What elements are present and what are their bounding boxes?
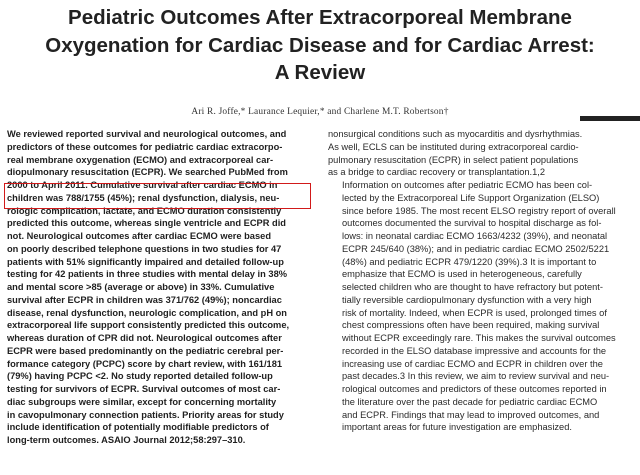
body-line: lected by the Extracorporeal Life Support Organization (ELSO) [342,192,600,203]
body-line: important areas for future investigation are emphasized. [342,422,572,433]
abstract-line: diac subgroups were similar, except for concerning mortality [7,396,277,407]
paragraph [328,179,628,434]
body-line: emphasize that ECMO is used in heterogeneous, carefully [342,269,582,280]
body-line: risk of mortality. Indeed, when ECPR is used, prolonged times of [342,307,607,318]
body-line: pulmonary resuscitation (ECPR) in select patient populations [328,154,579,165]
abstract-line: include identification of potentially modifiable predictors of [7,422,269,433]
body-line: nonsurgical conditions such as myocarditis and dysrhythmias. [328,129,583,139]
abstract-line: whereas duration of CPR did not. Neurological outcomes after [7,333,282,343]
abstract-line: and mental score >85 (average or above) in 33%. Cumulative [7,282,275,292]
abstract-line: ECPR were based predominantly on the pediatric cerebral per- [7,345,284,356]
title-line: A Review [274,61,366,84]
abstract-line: (79%) having PCPC <2. No study reported detailed follow-up [7,371,273,382]
abstract-line: not. Neurological outcomes after cardiac ECMO were based [7,231,271,241]
abstract-line: patients with 51% significantly impaired and detailed follow-up [7,256,284,267]
abstract-line: real membrane oxygenation (ECMO) and extracorporeal car- [7,154,274,165]
abstract-line: 2000 to April 2011. Cumulative survival after cardiac ECMO in [7,180,278,190]
body-line: rological outcomes and predictors of these outcomes reported in [342,384,607,394]
body-line: chest compressions often have been required, making survival [342,320,600,331]
abstract-line: in cavopulmonary connection patients. Priority areas for study [7,409,284,420]
body-line: the literature over the past decade for pediatric cardiac ECMO [342,396,598,407]
body-line: without ECPR exceedingly rare. This makes the survival outcomes [342,333,616,343]
body-line: Information on outcomes after pediatric ECMO has been col- [342,180,593,190]
body-text [328,128,628,434]
body-line: past decades.3 In this review, we aim to review survival and neu- [342,371,610,382]
author-3: and Charlene M.T. Robertson† [327,107,449,117]
paragraph [328,128,628,179]
abstract-line: We reviewed reported survival and neurological outcomes, and [7,129,287,139]
abstract-line: rologic complication, lactate, and ECMO duration consistently [7,205,282,216]
title-line: Oxygenation for Cardiac Disease and for Cardiac Arrest: [45,33,595,57]
abstract-line: disease, renal dysfunction, neurologic complication, and pH on [7,307,287,318]
abstract-line: predicted this outcome, whereas single ventricle and ECPR did [7,218,286,229]
abstract-line: formance category (PCPC) score by chart review, with 161/181 [7,358,283,369]
body-line: ECPR 245/640 (38%); and in pediatric cardiac ECMO 2502/5221 [342,243,610,254]
body-line: outcomes documented the survival to hospital discharge as fol- [342,218,602,229]
title-line: Pediatric Outcomes After Extracorporeal Membrane [68,6,572,29]
abstract-line: on poorly described telephone questions in two studies for 47 [7,243,282,254]
abstract-line: testing for survivors of ECPR. Survival outcomes of most car- [7,384,281,394]
body-line: (48%) and pediatric ECPR 479/1220 (39%).3 It is important to [342,256,597,267]
body-line: selected children who are thought to have refractory but potent- [342,282,603,292]
abstract-line: children was 788/1755 (45%); renal dysfunction, dialysis, neu- [7,192,280,203]
body-line: increasing use of cardiac ECMO and ECPR in children over the [342,358,603,369]
author-2: Laurance Lequier,* [248,107,325,117]
abstract-line: testing for 42 patients in three studies with mental delay in 38% [7,269,288,280]
abstract-line: survival after ECPR in children was 371/762 (49%); noncardiac [7,294,282,305]
abstract [7,128,312,447]
body-line: and ECPR. Findings that may lead to improved outcomes, and [342,409,600,420]
column-rule [580,116,640,121]
abstract-line: long-term outcomes. ASAIO Journal 2012;58:297–310. [7,435,246,445]
body-line: since before 1985. The most recent ELSO registry report of overall [342,205,616,216]
body-line: as a bridge to cardiac recovery or transplantation.1,2 [328,167,546,178]
body-line: recorded in the ELSO database impressive and accounts for the [342,345,607,356]
abstract-line: predictors of these outcomes for pediatric cardiac extracorpo- [7,141,283,152]
article-title [0,4,640,87]
author-1: Ari R. Joffe,* [191,107,246,117]
abstract-line: diopulmonary resuscitation (ECPR). We searched PubMed from [7,167,288,178]
author-list [0,106,640,118]
body-line: lows: in neonatal cardiac ECMO 1663/4232 (39%), and neonatal [342,231,608,241]
abstract-line: extracorporeal life support consistently predicted this outcome, [7,320,290,331]
body-line: As well, ECLS can be instituted during extracorporeal cardio- [328,141,579,152]
body-line: tially reversible cardiopulmonary dysfunction with a very high [342,294,592,305]
